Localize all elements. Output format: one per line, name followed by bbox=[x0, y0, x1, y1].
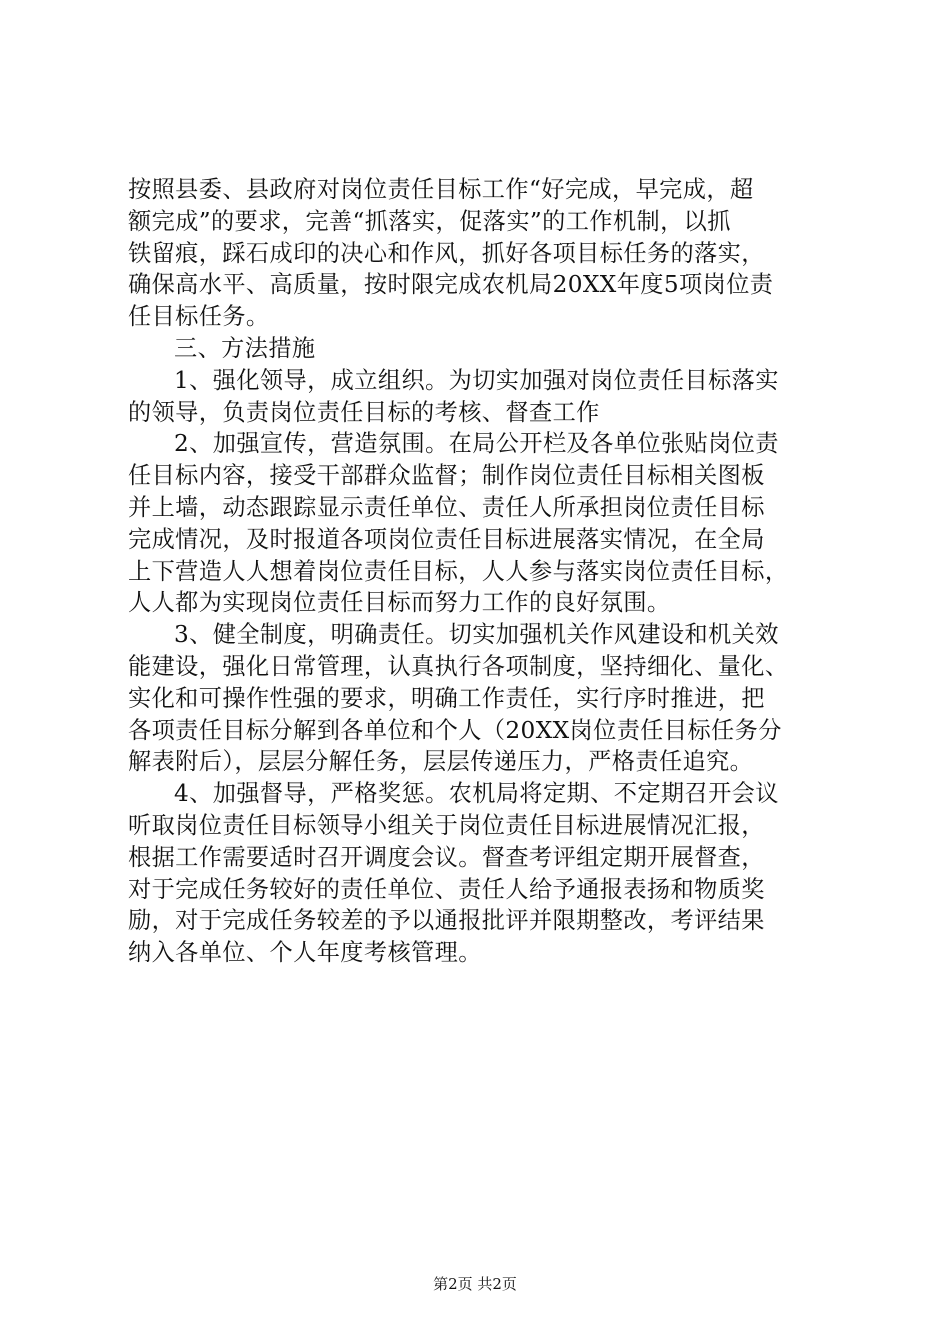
body-line: 任目标内容，接受干部群众监督；制作岗位责任目标相关图板 bbox=[128, 462, 765, 490]
body-line: 上下营造人人想着岗位责任目标，人人参与落实岗位责任目标， bbox=[128, 557, 789, 585]
page-number-footer: 第2页 共2页 bbox=[433, 1275, 517, 1293]
body-line: 对于完成任务较好的责任单位、责任人给予通报表扬和物质奖 bbox=[128, 875, 765, 903]
body-line: 各项责任目标分解到各单位和个人（20XX岗位责任目标任务分 bbox=[128, 716, 782, 744]
document-body bbox=[128, 174, 834, 969]
paragraph-first-line: 4、加强督导，严格奖惩。农机局将定期、不定期召开会议 bbox=[174, 780, 779, 808]
body-line: 根据工作需要适时召开调度会议。督查考评组定期开展督查， bbox=[128, 843, 765, 871]
body-line: 解表附后），层层分解任务，层层传递压力，严格责任追究。 bbox=[128, 748, 754, 776]
body-line: 任目标任务。 bbox=[128, 303, 270, 331]
body-line: 纳入各单位、个人年度考核管理。 bbox=[128, 939, 482, 967]
paragraph-first-line: 1、强化领导，成立组织。为切实加强对岗位责任目标落实 bbox=[174, 366, 779, 394]
body-line: 的领导，负责岗位责任目标的考核、督查工作 bbox=[128, 398, 600, 426]
body-line: 确保高水平、高质量，按时限完成农机局20XX年度5项岗位责 bbox=[128, 271, 774, 299]
body-line: 铁留痕，踩石成印的决心和作风，抓好各项目标任务的落实， bbox=[128, 239, 765, 267]
body-line: 励，对于完成任务较差的予以通报批评并限期整改，考评结果 bbox=[128, 907, 765, 935]
body-line: 人人都为实现岗位责任目标而努力工作的良好氛围。 bbox=[128, 589, 671, 617]
body-line: 额完成”的要求，完善“抓落实，促落实”的工作机制，以抓 bbox=[128, 207, 731, 235]
paragraph-first-line: 3、健全制度，明确责任。切实加强机关作风建设和机关效 bbox=[174, 621, 779, 649]
body-line: 并上墙，动态跟踪显示责任单位、责任人所承担岗位责任目标 bbox=[128, 493, 765, 521]
body-line: 能建设，强化日常管理，认真执行各项制度，坚持细化、量化、 bbox=[128, 652, 789, 680]
body-line: 听取岗位责任目标领导小组关于岗位责任目标进展情况汇报， bbox=[128, 811, 765, 839]
body-line: 实化和可操作性强的要求，明确工作责任，实行序时推进，把 bbox=[128, 684, 765, 712]
paragraph-first-line: 2、加强宣传，营造氛围。在局公开栏及各单位张贴岗位责 bbox=[174, 430, 779, 458]
body-line: 完成情况，及时报道各项岗位责任目标进展落实情况，在全局 bbox=[128, 525, 765, 553]
body-line: 按照县委、县政府对岗位责任目标工作“好完成，早完成，超 bbox=[128, 176, 754, 203]
section-heading: 三、方法措施 bbox=[174, 334, 316, 362]
